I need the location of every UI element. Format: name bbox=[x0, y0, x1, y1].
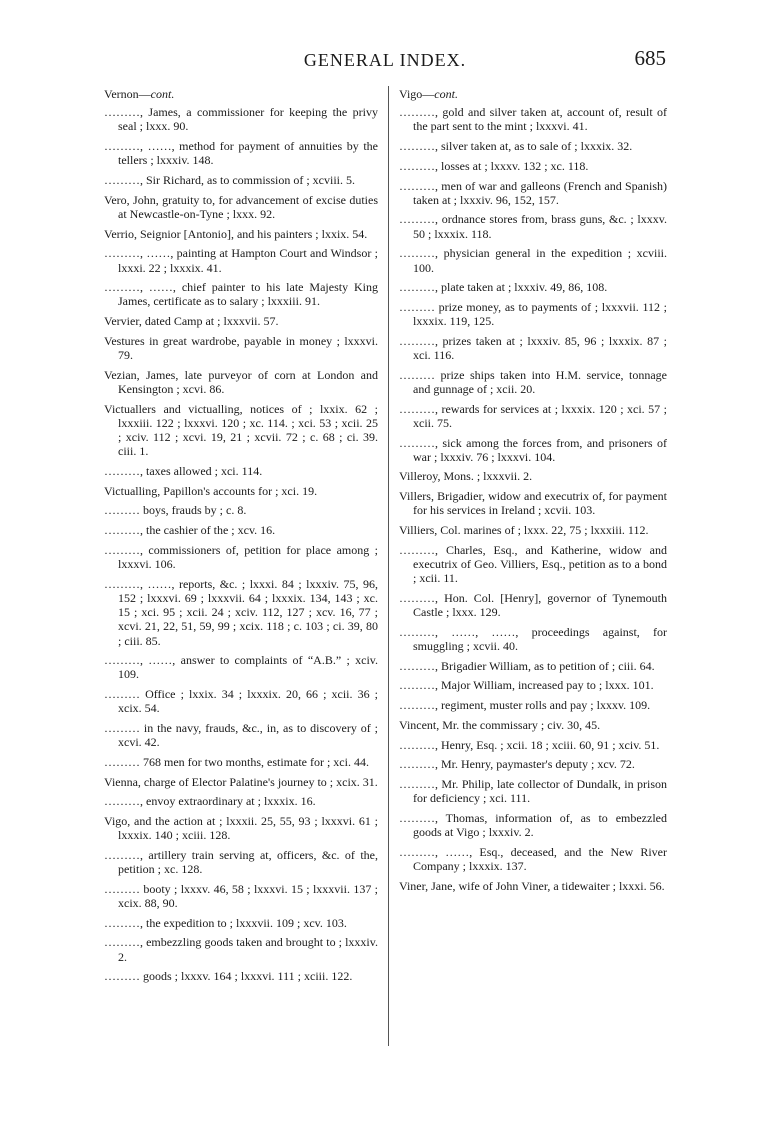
index-entry bbox=[104, 334, 378, 362]
index-entry-text: Vezian, James, late purveyor of corn at London and Kensington ; xcvi. 86. bbox=[104, 367, 378, 396]
index-entry bbox=[399, 678, 667, 692]
index-entry bbox=[104, 368, 378, 396]
index-entry bbox=[104, 139, 378, 167]
page-number: 685 bbox=[634, 46, 666, 70]
index-entry-text: ………, plate taken at ; lxxxiv. 49, 86, 108. bbox=[399, 280, 608, 295]
page-header bbox=[104, 46, 666, 74]
page-title: GENERAL INDEX. bbox=[303, 50, 467, 70]
index-entry-text: Villeroy, Mons. ; lxxxvii. 2. bbox=[399, 469, 533, 484]
index-entry-text: Vigo—cont. bbox=[399, 87, 458, 101]
index-entry bbox=[399, 659, 667, 673]
right-column bbox=[399, 87, 667, 898]
index-entry bbox=[104, 755, 378, 769]
index-entry-text: ………, Hon. Col. [Henry], governor of Tynemouth Castle ; lxxx. 129. bbox=[399, 590, 667, 620]
index-entry-text: ………, Sir Richard, as to commission of ; xcviii. 5. bbox=[104, 173, 355, 188]
index-entry bbox=[399, 139, 667, 153]
index-entry-text: ………, sick among the forces from, and prisoners of war ; lxxxiv. 76 ; lxxxvi. 104. bbox=[399, 435, 667, 464]
index-entry-text: Vernon—cont. bbox=[104, 87, 175, 101]
index-entry-text: ………, embezzling goods taken and brought to ; lxxxiv. 2. bbox=[104, 935, 378, 964]
index-entry-text: ……… goods ; lxxxv. 164 ; lxxxvi. 111 ; xciii. 122. bbox=[104, 969, 353, 984]
index-entry-text: Victuallers and victualling, notices of ; lxxix. 62 ; lxxxiii. 122 ; lxxxvi. 120 ; xc. 114. ; xci. 53 ; xcii. 25 ; xciv. 112 ; xcvi. 19, 21 ; xcvii. 72 ; c. 68 ; ci. 39. ciii. 1. bbox=[104, 401, 378, 459]
index-entry bbox=[104, 882, 378, 910]
index-entry bbox=[104, 577, 378, 648]
index-entry-text: ……… boys, frauds by ; c. 8. bbox=[104, 503, 247, 518]
index-entry bbox=[399, 246, 667, 274]
index-entry bbox=[104, 721, 378, 749]
continued-marker: cont. bbox=[434, 87, 458, 101]
index-entry bbox=[104, 280, 378, 308]
index-entry bbox=[399, 718, 667, 732]
index-entry-text: ………, taxes allowed ; xci. 114. bbox=[104, 463, 263, 478]
index-entry-text: ………, commissioners of, petition for place among ; lxxxvi. 106. bbox=[104, 542, 378, 571]
index-entry bbox=[399, 777, 667, 805]
index-entry-text: ………, prizes taken at ; lxxxiv. 85, 96 ; lxxxix. 87 ; xci. 116. bbox=[399, 333, 667, 363]
index-entry-text: ………, Henry, Esq. ; xcii. 18 ; xciii. 60, 91 ; xciv. 51. bbox=[399, 737, 660, 752]
index-entry bbox=[104, 687, 378, 715]
index-entry bbox=[399, 280, 667, 294]
index-entry-text: ………, ordnance stores from, brass guns, &c. ; lxxxv. 50 ; lxxxix. 118. bbox=[399, 212, 667, 241]
index-entry-text: ………, losses at ; lxxxv. 132 ; xc. 118. bbox=[399, 158, 589, 173]
index-entry bbox=[104, 848, 378, 876]
index-entry-text: Villiers, Col. marines of ; lxxx. 22, 75 ; lxxxiii. 112. bbox=[399, 523, 649, 538]
index-entry bbox=[104, 916, 378, 930]
index-entry-text: ………, Major William, increased pay to ; lxxx. 101. bbox=[399, 678, 654, 693]
index-entry-text: ………, Mr. Henry, paymaster's deputy ; xcv. 72. bbox=[399, 757, 635, 772]
index-entry bbox=[399, 105, 667, 133]
index-entry bbox=[399, 757, 667, 771]
index-entry bbox=[399, 300, 667, 328]
index-entry-text: ……… prize ships taken into H.M. service, tonnage and gunnage of ; xcii. 20. bbox=[399, 367, 667, 396]
index-entry bbox=[399, 469, 667, 483]
index-entry-text: ………, rewards for services at ; lxxxix. 120 ; xci. 57 ; xcii. 75. bbox=[399, 401, 667, 430]
index-entry-text: Vestures in great wardrobe, payable in money ; lxxxvi. 79. bbox=[104, 333, 378, 363]
index-entry-text: ………, James, a commissioner for keeping the privy seal ; lxxx. 90. bbox=[104, 105, 378, 134]
index-entry bbox=[104, 794, 378, 808]
index-entry-text: ……… 768 men for two months, estimate for ; xci. 44. bbox=[104, 754, 369, 769]
index-entry-text: ………, regiment, muster rolls and pay ; lxxxv. 109. bbox=[399, 698, 651, 713]
index-entry bbox=[104, 227, 378, 241]
left-column bbox=[104, 87, 378, 989]
index-entry-text: ……… prize money, as to payments of ; lxxxvii. 112 ; lxxxix. 119, 125. bbox=[399, 299, 667, 329]
index-entry bbox=[104, 653, 378, 681]
column-divider bbox=[388, 86, 389, 1046]
index-entry-text: Verrio, Seignior [Antonio], and his painters ; lxxix. 54. bbox=[104, 226, 368, 241]
index-entry-text: ………, the expedition to ; lxxxvii. 109 ; xcv. 103. bbox=[104, 915, 347, 930]
index-entry bbox=[399, 334, 667, 362]
index-entry bbox=[399, 811, 667, 839]
index-entry-text: ………, ……, Esq., deceased, and the New River Company ; lxxxix. 137. bbox=[399, 844, 667, 873]
index-entry bbox=[399, 212, 667, 240]
index-entry bbox=[104, 484, 378, 498]
index-entry bbox=[399, 738, 667, 752]
index-entry-text: ………, envoy extraordinary at ; lxxxix. 16. bbox=[104, 794, 316, 809]
index-entry bbox=[399, 625, 667, 653]
index-entry bbox=[399, 879, 667, 893]
index-entry-text: ………, artillery train serving at, officers, &c. of the, petition ; xc. 128. bbox=[104, 847, 378, 877]
index-entry-text: ……… Office ; lxxix. 34 ; lxxxix. 20, 66 ; xcii. 36 ; xcix. 54. bbox=[104, 687, 378, 716]
index-entry-text: Vero, John, gratuity to, for advancement of excise duties at Newcastle-on-Tyne ; lxxx. 92. bbox=[104, 192, 378, 221]
index-entry-text: ………, Mr. Philip, late collector of Dundalk, in prison for deficiency ; xci. 111. bbox=[399, 776, 667, 806]
index-entry-text: ……… in the navy, frauds, &c., in, as to discovery of ; xcvi. 42. bbox=[104, 721, 378, 750]
index-entry bbox=[104, 523, 378, 537]
index-entry bbox=[104, 935, 378, 963]
index-entry bbox=[104, 775, 378, 789]
index-entry-text: Viner, Jane, wife of John Viner, a tidewaiter ; lxxxi. 56. bbox=[399, 878, 665, 893]
index-entry-text: ………, the cashier of the ; xcv. 16. bbox=[104, 523, 276, 538]
index-entry-text: ………, Thomas, information of, as to embezzled goods at Vigo ; lxxxiv. 2. bbox=[399, 810, 667, 840]
index-entry-text: Vigo, and the action at ; lxxxii. 25, 55, 93 ; lxxxvi. 61 ; lxxxix. 140 ; xciii. 128. bbox=[104, 814, 378, 843]
index-entry bbox=[399, 179, 667, 207]
index-entry-text: ………, ……, reports, &c. ; lxxxi. 84 ; lxxxiv. 75, 96, 152 ; lxxxvi. 69 ; lxxxvii. 64 ; lxxxix. 134, 143 ; xc. 15 ; xci. 95 ; xcii. 24 ; xciv. 112, 127 ; xcv. 16, 77 ; xcvi. 21, 22, 51, 59, 99 ; xcix. 118 ; c. 103 ; ci. 39, 80 ; ciii. 85. bbox=[104, 576, 378, 648]
index-entry-text: ………, Brigadier William, as to petition of ; ciii. 64. bbox=[399, 658, 655, 673]
index-entry bbox=[104, 814, 378, 842]
index-entry-text: ………, gold and silver taken at, account of, result of the part sent to the mint ; lxxxvi. 41. bbox=[399, 105, 667, 134]
continued-marker: cont. bbox=[150, 87, 175, 101]
index-entry-text: ………, ……, answer to complaints of “A.B.” ; xciv. 109. bbox=[104, 653, 378, 682]
index-entry bbox=[104, 314, 378, 328]
index-entry bbox=[104, 503, 378, 517]
index-entry-text: ………, men of war and galleons (French and Spanish) taken at ; lxxxiv. 96, 152, 157. bbox=[399, 178, 667, 207]
index-entry-text: ………, physician general in the expedition ; xcviii. 100. bbox=[399, 246, 667, 275]
index-entry bbox=[104, 173, 378, 187]
index-entry bbox=[104, 464, 378, 478]
index-entry-text: Victualling, Papillon's accounts for ; xci. 19. bbox=[104, 483, 318, 498]
index-entry-text: Villers, Brigadier, widow and executrix of, for payment for his services in Ireland ; xcvii. 103. bbox=[399, 489, 667, 518]
index-entry-text: Vervier, dated Camp at ; lxxxvii. 57. bbox=[104, 314, 279, 329]
index-entry bbox=[399, 489, 667, 517]
index-entry-text: ………, Charles, Esq., and Katherine, widow and executrix of Geo. Villiers, Esq., petition as to a bond ; xcii. 11. bbox=[399, 542, 667, 586]
index-entry-text: ………, ……, painting at Hampton Court and Windsor ; lxxxi. 22 ; lxxxix. 41. bbox=[104, 246, 378, 275]
index-entry bbox=[104, 543, 378, 571]
index-entry bbox=[399, 523, 667, 537]
index-entry bbox=[104, 402, 378, 459]
index-entry-text: ………, silver taken at, as to sale of ; lxxxix. 32. bbox=[399, 139, 633, 154]
index-entry bbox=[399, 87, 667, 101]
index-entry-text: Vienna, charge of Elector Palatine's journey to ; xcix. 31. bbox=[104, 774, 378, 789]
index-entry bbox=[399, 402, 667, 430]
index-entry bbox=[399, 698, 667, 712]
index-entry-text: ………, ……, method for payment of annuities by the tellers ; lxxxiv. 148. bbox=[104, 139, 378, 168]
index-entry-text: ……… booty ; lxxxv. 46, 58 ; lxxxvi. 15 ; lxxxvii. 137 ; xcix. 88, 90. bbox=[104, 881, 378, 911]
index-entry bbox=[104, 87, 378, 101]
index-entry bbox=[104, 246, 378, 274]
index-entry bbox=[399, 543, 667, 586]
index-entry bbox=[399, 159, 667, 173]
index-entry-text: Vincent, Mr. the commissary ; civ. 30, 45. bbox=[399, 717, 601, 732]
index-entry-text: ………, ……, ……, proceedings against, for smuggling ; xcvii. 40. bbox=[399, 624, 667, 653]
index-entry bbox=[399, 368, 667, 396]
index-entry bbox=[104, 105, 378, 133]
index-entry bbox=[104, 193, 378, 221]
index-entry bbox=[399, 591, 667, 619]
index-entry bbox=[399, 436, 667, 464]
index-entry bbox=[399, 845, 667, 873]
index-entry bbox=[104, 969, 378, 983]
index-entry-text: ………, ……, chief painter to his late Majesty King James, certificate as to salary ; lxxxiii. 91. bbox=[104, 280, 378, 309]
